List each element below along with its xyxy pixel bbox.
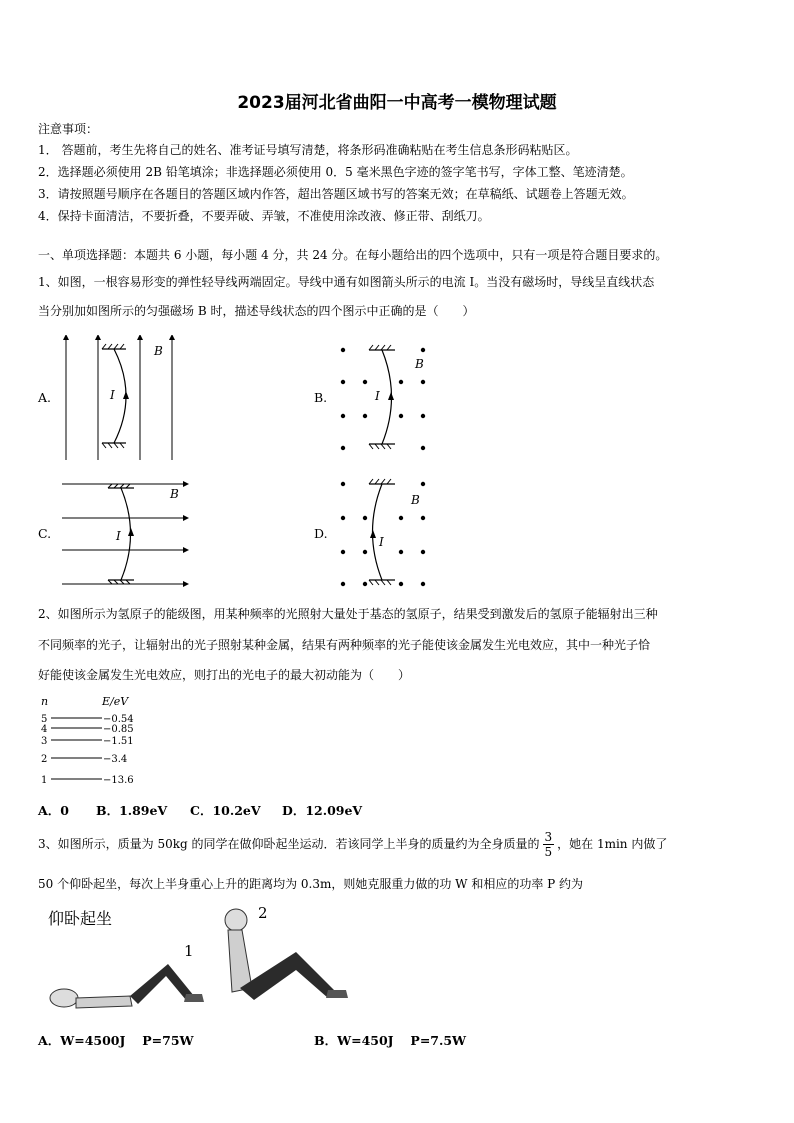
situp-illustration xyxy=(40,900,360,1018)
torso xyxy=(76,996,132,1008)
q1-option-d-label: D. xyxy=(314,526,328,541)
field-label: B xyxy=(170,487,179,501)
head xyxy=(225,909,247,931)
notice-item: 4．保持卡面清洁，不要折叠，不要弄破、弄皱，不准使用涂改液、修正带、刮纸刀。 xyxy=(38,209,490,223)
q2-stem-line: 2、如图所示为氢原子的能级图，用某种频率的光照射大量处于基态的氢原子，结果受到激发后的氢原子能辐射出三种 xyxy=(38,607,658,621)
field-label: B xyxy=(415,357,424,371)
q2-stem-line: 不同频率的光子，让辐射出的光子照射某种金属，结果有两种频率的光子能使该金属发生光电效应，其中一种光子恰 xyxy=(38,638,651,652)
level-n: 4 xyxy=(41,724,48,735)
e-header: E/eV xyxy=(102,695,129,708)
field-label: B xyxy=(411,493,420,507)
q2-option-c: C．10.2eV xyxy=(190,803,261,818)
level-n: 1 xyxy=(41,775,48,786)
fraction-denominator: 5 xyxy=(544,845,553,859)
level-e: −13.6 xyxy=(103,775,134,786)
q1-diagram-d xyxy=(335,476,435,592)
field-label: B xyxy=(154,344,163,358)
level-e: −3.4 xyxy=(103,754,128,765)
q1-option-a-label: A. xyxy=(38,390,52,405)
notice-item: 2．选择题必须使用 2B 铅笔填涂；非选择题必须使用 0．5 毫米黑色字迹的签字笔书写，字体工整、笔迹清楚。 xyxy=(38,165,633,179)
level-n: 2 xyxy=(41,754,48,765)
level-e: −1.51 xyxy=(103,736,134,747)
q3-stem-text: 3、如图所示，质量为 50kg 的同学在做仰卧起坐运动．若该同学上半身的质量约为全身质量的 xyxy=(38,837,540,851)
q3-option-b: B．W=450J P=7.5W xyxy=(314,1033,467,1048)
wire xyxy=(373,484,383,580)
q1-stem-line: 1、如图，一根容易形变的弹性轻导线两端固定。导线中通有如图箭头所示的电流 I。当没有磁场时，导线呈直线状态 xyxy=(38,275,655,289)
q1-stem-line: 当分别加如图所示的匀强磁场 B 时，描述导线状态的四个图示中正确的是（ ） xyxy=(38,304,475,318)
q3-stem-line xyxy=(38,830,667,859)
level-e: −0.85 xyxy=(103,724,134,735)
shoe xyxy=(184,994,204,1002)
section-heading: 一、单项选择题：本题共 6 小题，每小题 4 分，共 24 分。在每小题给出的四个选项中，只有一项是符合题目要求的。 xyxy=(38,248,668,262)
q1-diagram-a xyxy=(60,335,180,463)
energy-level-diagram xyxy=(36,692,140,790)
q3-option-a: A．W=4500J P=75W xyxy=(38,1033,194,1048)
shoe xyxy=(326,990,348,998)
notice-heading: 注意事项： xyxy=(38,122,99,136)
current-label: I xyxy=(375,389,380,403)
figure-label-2: 2 xyxy=(258,904,268,922)
legs xyxy=(130,964,194,1004)
q2-option-a: A．0 xyxy=(38,803,69,818)
level-e: −0.54 xyxy=(103,714,134,725)
current-label: I xyxy=(110,388,115,402)
current-label: I xyxy=(379,535,384,549)
q2-stem-line: 好能使该金属发生光电效应，则打出的光电子的最大初动能为（ ） xyxy=(38,668,411,682)
q1-diagram-b xyxy=(335,340,435,462)
q2-option-d: D．12.09eV xyxy=(282,803,363,818)
q1-diagram-c xyxy=(60,476,190,588)
level-n: 5 xyxy=(41,714,48,725)
exam-title: 2023届河北省曲阳一中高考一模物理试题 xyxy=(237,93,557,113)
current-label: I xyxy=(116,529,121,543)
fraction xyxy=(543,830,555,859)
level-n: 3 xyxy=(41,736,48,747)
notice-item: 1． 答题前，考生先将自己的姓名、准考证号填写清楚，将条形码准确粘贴在考生信息条形码粘贴区。 xyxy=(38,143,578,157)
notice-item: 3．请按照题号顺序在各题目的答题区域内作答，超出答题区域书写的答案无效；在草稿纸、试题卷上答题无效。 xyxy=(38,187,634,201)
legs xyxy=(240,952,338,1000)
q1-option-b-label: B. xyxy=(314,390,328,405)
n-header: n xyxy=(41,695,49,708)
photo-caption: 仰卧起坐 xyxy=(48,909,113,928)
head xyxy=(50,989,78,1007)
q2-option-b: B．1.89eV xyxy=(96,803,168,818)
fraction-numerator: 3 xyxy=(544,830,553,844)
q3-stem-text: ，她在 1min 内做了 xyxy=(557,837,668,851)
figure-label-1: 1 xyxy=(184,942,194,960)
q1-option-c-label: C. xyxy=(38,526,52,541)
q3-stem-line: 50 个仰卧起坐，每次上半身重心上升的距离均为 0.3m，则她克服重力做的功 W 和相应的功率 P 约为 xyxy=(38,877,584,891)
